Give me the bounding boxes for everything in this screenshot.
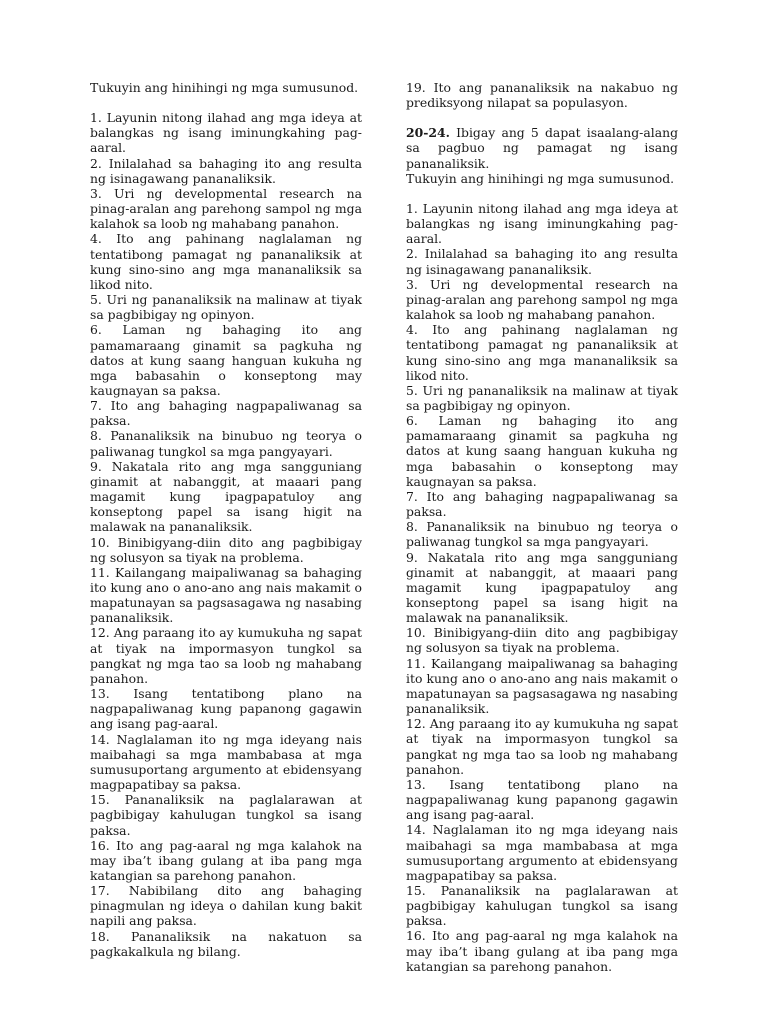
question-item: 10. Binibigyang-diin dito ang pagbibigay ng solusyon sa tiyak na problema. bbox=[406, 625, 678, 656]
section-20-24 bbox=[406, 125, 678, 170]
question-item: 2. Inilalahad sa bahaging ito ang resulta ng isinagawang pananaliksik. bbox=[406, 246, 678, 277]
question-item: 3. Uri ng developmental research na pinag-aralan ang parehong sampol ng mga kalahok sa loob ng mahabang panahon. bbox=[406, 276, 678, 323]
question-item: 13. Isang tentatibong plano na nagpapaliwanag kung papanong gagawin ang isang pag-aaral. bbox=[90, 686, 362, 732]
left-question-list bbox=[90, 110, 362, 959]
question-item: 5. Uri ng pananaliksik na malinaw at tiyak sa pagbibigay ng opinyon. bbox=[90, 292, 362, 323]
question-item: 4. Ito ang pahinang naglalaman ng tentatibong pamagat ng pananaliksik at kung sino-sino ang mga mananaliksik sa likod nito. bbox=[90, 231, 362, 292]
question-item: 6. Laman ng bahaging ito ang pamamaraang ginamit sa pagkuha ng datos at kung saang hanguan kukuha ng mga babasahin o konseptong may kaugnayan sa paksa. bbox=[90, 322, 362, 398]
question-item: 2. Inilalahad sa bahaging ito ang resulta ng isinagawang pananaliksik. bbox=[90, 155, 362, 186]
question-item: 14. Naglalaman ito ng mga ideyang nais maibahagi sa mga mambabasa at mga sumusuportang argumento at ebidensyang magpapatibay sa paksa. bbox=[406, 822, 678, 883]
question-item: 1. Layunin nitong ilahad ang mga ideya at balangkas ng isang iminungkahing pag-aaral. bbox=[90, 110, 362, 156]
question-item: 12. Ang paraang ito ay kumukuha ng sapat at tiyak na impormasyon tungkol sa pangkat ng mga tao sa loob ng mahabang panahon. bbox=[90, 625, 362, 686]
question-item: 9. Nakatala rito ang mga sangguniang ginamit at nabanggit, at maaari pang magamit kung ipagpapatuloy ang konseptong papel sa isang higit na malawak na pananaliksik. bbox=[406, 549, 678, 626]
right-heading: Tukuyin ang hinihingi ng mga sumusunod. bbox=[406, 170, 675, 186]
question-item: 4. Ito ang pahinang naglalaman ng tentatibong pamagat ng pananaliksik at kung sino-sino ang mga mananaliksik sa likod nito. bbox=[406, 322, 678, 383]
question-item: 7. Ito ang bahaging nagpapaliwanag sa paksa. bbox=[90, 398, 362, 429]
question-item: 13. Isang tentatibong plano na nagpapaliwanag kung papanong gagawin ang isang pag-aaral. bbox=[406, 776, 678, 823]
question-item: 11. Kailangang maipaliwanag sa bahaging ito kung ano o ano-ano ang nais makamit o mapatunayan sa pagsasagawa ng nasabing pananaliksik. bbox=[406, 655, 678, 717]
question-item: 3. Uri ng developmental research na pinag-aralan ang parehong sampol ng mga kalahok sa loob ng mahabang panahon. bbox=[90, 185, 362, 232]
question-item: 8. Pananaliksik na binubuo ng teorya o paliwanag tungkol sa mga pangyayari. bbox=[90, 428, 362, 459]
question-item: 17. Nabibilang dito ang bahaging pinagmulan ng ideya o dahilan kung bakit napili ang paksa. bbox=[90, 883, 362, 929]
spacer bbox=[406, 110, 678, 125]
question-19: 19. Ito ang pananaliksik na nakabuo ng prediksyong nilapat sa populasyon. bbox=[406, 80, 678, 111]
question-item: 14. Naglalaman ito ng mga ideyang nais maibahagi sa mga mambabasa at mga sumusuportang argumento at ebidensyang magpapatibay sa paksa. bbox=[90, 731, 362, 793]
left-column bbox=[90, 80, 362, 959]
question-item: 1. Layunin nitong ilahad ang mga ideya at balangkas ng isang iminungkahing pag-aaral. bbox=[406, 200, 678, 247]
section-instruction: Ibigay ang 5 dapat isaalang-alang sa pagbuo ng pamagat ng isang pananaliksik. bbox=[406, 125, 678, 171]
question-item: 11. Kailangang maipaliwanag sa bahaging ito kung ano o ano-ano ang nais makamit o mapatunayan sa pagsasagawa ng nasabing pananaliksik. bbox=[90, 564, 362, 626]
question-item: 5. Uri ng pananaliksik na malinaw at tiyak sa pagbibigay ng opinyon. bbox=[406, 382, 678, 413]
spacer bbox=[406, 186, 678, 201]
right-column bbox=[406, 80, 678, 974]
right-question-list bbox=[406, 201, 678, 974]
left-heading: Tukuyin ang hinihingi ng mga sumusunod. bbox=[90, 80, 359, 95]
question-item: 15. Pananaliksik na paglalarawan at pagbibigay kahulugan tungkol sa isang paksa. bbox=[406, 882, 678, 929]
question-item: 16. Ito ang pag-aaral ng mga kalahok na may iba’t ibang gulang at iba pang mga katangian sa parehong panahon. bbox=[90, 837, 362, 883]
question-item: 16. Ito ang pag-aaral ng mga kalahok na may iba’t ibang gulang at iba pang mga katangian sa parehong panahon. bbox=[406, 928, 678, 974]
question-item: 15. Pananaliksik na paglalarawan at pagbibigay kahulugan tungkol sa isang paksa. bbox=[90, 792, 362, 838]
question-item: 10. Binibigyang-diin dito ang pagbibigay ng solusyon sa tiyak na problema. bbox=[90, 534, 362, 565]
question-item: 12. Ang paraang ito ay kumukuha ng sapat at tiyak na impormasyon tungkol sa pangkat ng mga tao sa loob ng mahabang panahon. bbox=[406, 716, 678, 777]
question-item: 9. Nakatala rito ang mga sangguniang ginamit at nabanggit, at maaari pang magamit kung ipagpapatuloy ang konseptong papel sa isang higit na malawak na pananaliksik. bbox=[90, 458, 362, 535]
question-item: 8. Pananaliksik na binubuo ng teorya o paliwanag tungkol sa mga pangyayari. bbox=[406, 519, 678, 550]
question-item: 7. Ito ang bahaging nagpapaliwanag sa paksa. bbox=[406, 488, 678, 520]
spacer bbox=[90, 95, 362, 110]
question-item: 18. Pananaliksik na nakatuon sa pagkakalkula ng bilang. bbox=[90, 928, 362, 959]
question-item: 6. Laman ng bahaging ito ang pamamaraang ginamit sa pagkuha ng datos at kung saang hanguan kukuha ng mga babasahin o konseptong may kaugnayan sa paksa. bbox=[406, 413, 678, 489]
section-number: 20-24. bbox=[406, 125, 450, 141]
